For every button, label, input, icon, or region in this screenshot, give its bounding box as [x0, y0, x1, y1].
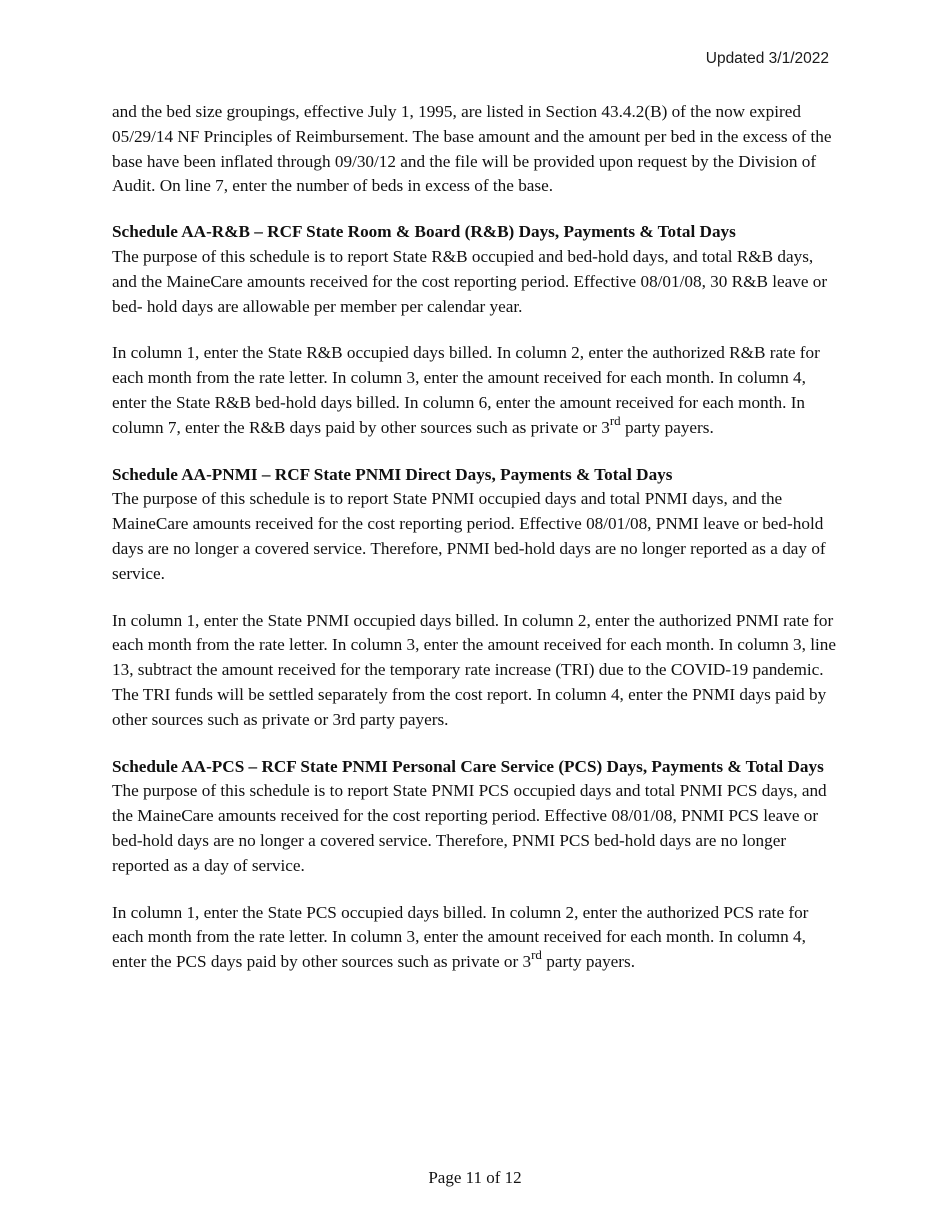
section-rb-instructions-text: In column 1, enter the State R&B occupied days billed. In column 2, enter the authorized R&B rate for each month from the rate letter. In column 3, enter the amount received for each month. In column 4, enter the State R&B bed-hold days billed. In column 6, enter the amount received for each month. In column 7, enter the R&B days paid by other sources such as private or 3 [112, 343, 820, 437]
superscript-rd: rd [609, 412, 621, 428]
section-heading-pcs: Schedule AA-PCS – RCF State PNMI Personal Care Service (PCS) Days, Payments & Total Days [112, 756, 824, 776]
document-body [112, 100, 842, 997]
intro-paragraph: and the bed size groupings, effective July 1, 1995, are listed in Section 43.4.2(B) of the now expired 05/29/14 NF Principles of Reimbursement. The base amount and the amount per bed in the excess of the base have been inflated through 09/30/12 and the file will be provided upon request by the Division of Audit. On line 7, enter the number of beds in excess of the base. [112, 102, 832, 196]
page-number: Page 11 of 12 [428, 1168, 522, 1187]
section-pcs-instructions [112, 901, 842, 975]
section-rb-instructions-end: party payers. [624, 417, 714, 437]
section-pcs-instructions-text: In column 1, enter the State PCS occupied days billed. In column 2, enter the authorized PCS rate for each month from the rate letter. In column 3, enter the amount received for each month. In column 4, enter the PCS days paid by other sources such as private or 3 [112, 902, 809, 972]
section-pnmi-instructions: In column 1, enter the State PNMI occupied days billed. In column 2, enter the authorized PNMI rate for each month from the rate letter. In column 3, enter the amount received for each month. In column 3, line 13, subtract the amount received for the temporary rate increase (TRI) due to the COVID-19 pandemic. The TRI funds will be settled separately from the cost report. In column 4, enter the PNMI days paid by other sources such as private or 3rd party payers. [112, 610, 837, 729]
updated-date: Updated 3/1/2022 [705, 50, 829, 67]
section-rb-instructions [112, 341, 842, 440]
section-pcs-purpose: The purpose of this schedule is to report State PNMI PCS occupied days and total PNMI PCS days, and the MaineCare amounts received for the cost reporting period. Effective 08/01/08, PNMI PCS leave or bed-hold days are no longer a covered service. Therefore, PNMI PCS bed-hold days are no longer reported as a day of service. [112, 781, 827, 875]
section-pcs-instructions-end: party payers. [546, 952, 636, 972]
section-heading-pnmi: Schedule AA-PNMI – RCF State PNMI Direct Days, Payments & Total Days [112, 464, 673, 484]
section-heading-rb: Schedule AA-R&B – RCF State Room & Board (R&B) Days, Payments & Total Days [112, 222, 736, 242]
section-pnmi-purpose: The purpose of this schedule is to report State PNMI occupied days and total PNMI days, and the MaineCare amounts received for the cost reporting period. Effective 08/01/08, PNMI leave or bed-hold days are no longer a covered service. Therefore, PNMI bed-hold days are no longer reported as a day of service. [112, 489, 826, 583]
superscript-rd: rd [531, 947, 542, 963]
section-rb-purpose: The purpose of this schedule is to report State R&B occupied and bed-hold days, and total R&B days, and the MaineCare amounts received for the cost reporting period. Effective 08/01/08, 30 R&B leave or bed- hold days are allowable per member per calendar year. [112, 246, 828, 316]
